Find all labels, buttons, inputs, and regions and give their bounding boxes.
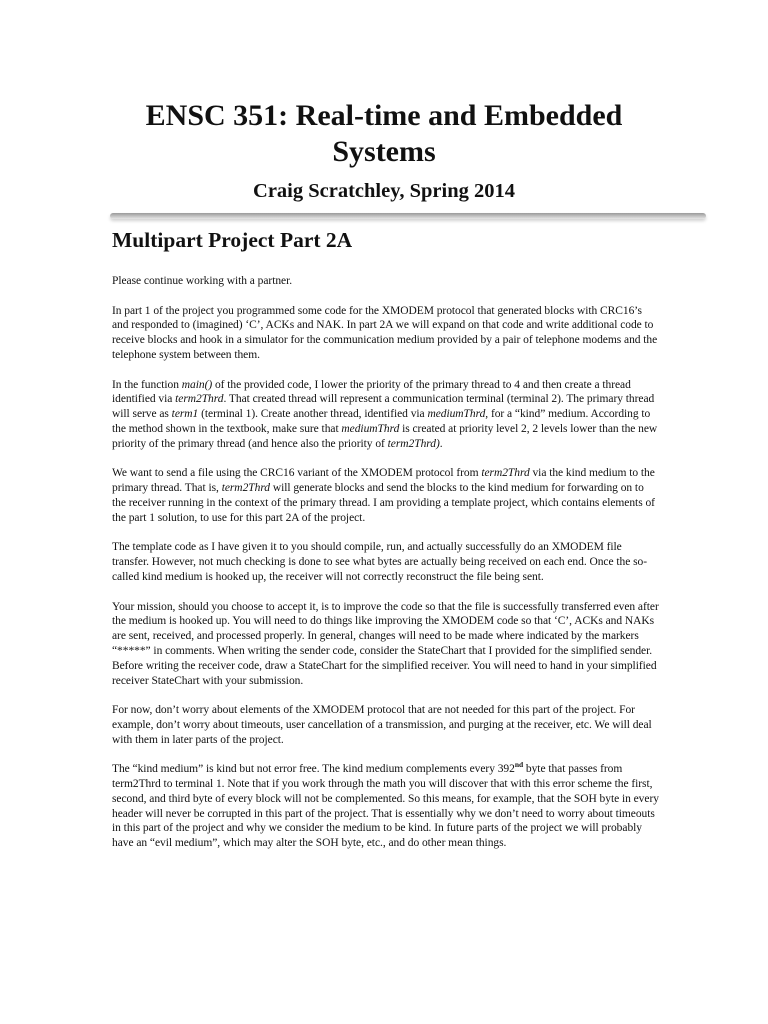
paragraph-3-text-7: . — [439, 437, 443, 450]
code-identifier-term2thrd-3: term2Thrd — [481, 467, 530, 480]
paragraph-3 — [112, 378, 660, 452]
code-identifier-main: main() — [181, 378, 213, 391]
paragraph-3-text-5: , for a “kind” medium. According to the method shown in the textbook, make sure that — [112, 408, 651, 435]
paragraph-8 — [112, 762, 660, 851]
paragraph-4-text-1: We want to send a file using the CRC16 variant of the XMODEM protocol from — [112, 467, 482, 480]
ordinal-suffix: nd — [514, 760, 524, 770]
paragraph-3-text-4: (terminal 1). Create another thread, identified via — [198, 408, 428, 421]
paragraph-3-text-6: is created at priority level 2, 2 levels lower than the new priority of the primary thread (and hence also the priority of — [112, 422, 658, 450]
paragraph-3-text-3: . That created thread will represent a communication terminal (terminal 2). The primary thread will serve as — [112, 393, 655, 421]
author-and-term: Craig Scratchley, Spring 2014 — [253, 180, 515, 202]
paragraph-8-text-2: byte that passes from term2Thrd to terminal 1. Note that if you work through the math you will discover that with this error scheme the first, second, and third byte of every block will not be complemented. So this means, for example, that the SOH byte in every header will never be corrupted in this part of the project. That is essentially why we don’t need to worry about timeouts in this part of the project and why we consider the medium to be kind. In future parts of the project we will probably have an “evil medium”, which may alter the SOH byte, etc., and do other mean things. — [112, 763, 659, 850]
section-heading: Multipart Project Part 2A — [112, 228, 353, 252]
paragraph-2: In part 1 of the project you programmed some code for the XMODEM protocol that generated blocks with CRC16’s and responded to (imagined) ‘C’, ACKs and NAK. In part 2A we will expand on that code and write additional code to receive blocks and hook in a simulator for the communication medium provided by a pair of telephone modems and the telephone system between them. — [112, 304, 658, 361]
paragraph-4-text-2: via the kind medium to the primary thread. That is, — [112, 467, 655, 495]
code-identifier-term1: term1 — [171, 408, 199, 421]
code-identifier-term2thrd-2: term2Thrd) — [387, 437, 440, 450]
paragraph-4-text-3: will generate blocks and send the blocks to the kind medium for forwarding on to the receiver running in the context of the primary thread. I am providing a template project, which contains elements of the part 1 solution, to use for this part 2A of the project. — [112, 482, 655, 524]
document-title: ENSC 351: Real-time and Embedded Systems — [145, 99, 623, 168]
code-identifier-mediumthrd: mediumThrd — [427, 408, 486, 421]
paragraph-1: Please continue working with a partner. — [112, 275, 293, 287]
paragraph-3-text-1: In the function — [112, 378, 182, 391]
paragraph-4 — [112, 466, 660, 525]
code-identifier-mediumthrd-2: mediumThrd — [341, 422, 400, 435]
paragraph-7: For now, don’t worry about elements of the XMODEM protocol that are not needed for this part of the project. For example, don’t worry about timeouts, user cancellation of a transmission, and purging at the receiver, etc. We will deal with them in later parts of the project. — [112, 704, 652, 746]
paragraph-3-text-2: of the provided code, I lower the priority of the primary thread to 4 and then create a thread identified via — [112, 378, 631, 406]
document-body — [112, 274, 660, 866]
paragraph-8-text-1: The “kind medium” is kind but not error free. The kind medium complements every 392 — [112, 763, 515, 776]
code-identifier-term2thrd: term2Thrd — [175, 393, 224, 406]
code-identifier-term2thrd-4: term2Thrd — [221, 482, 271, 495]
horizontal-divider — [110, 213, 706, 219]
paragraph-6: Your mission, should you choose to accept it, is to improve the code so that the file is successfully transferred even after the medium is hooked up. You will need to do things like improving the XMODEM code so that ‘C’, ACKs and NAKs are sent, received, and processed properly. In general, changes will need to be made where indicated by the markers “*****” in comments. When writing the sender code, consider the StateChart that I provided for the simplified sender. Before writing the receiver code, draw a StateChart for the simplified receiver. You will need to hand in your simplified receiver StateChart with your submission. — [112, 600, 659, 687]
paragraph-5: The template code as I have given it to you should compile, run, and actually successfully do an XMODEM file transfer. However, not much checking is done to see what bytes are actually being received on each end. Once the so-called kind medium is hooked up, the receiver will not correctly reconstruct the file being sent. — [112, 541, 647, 583]
